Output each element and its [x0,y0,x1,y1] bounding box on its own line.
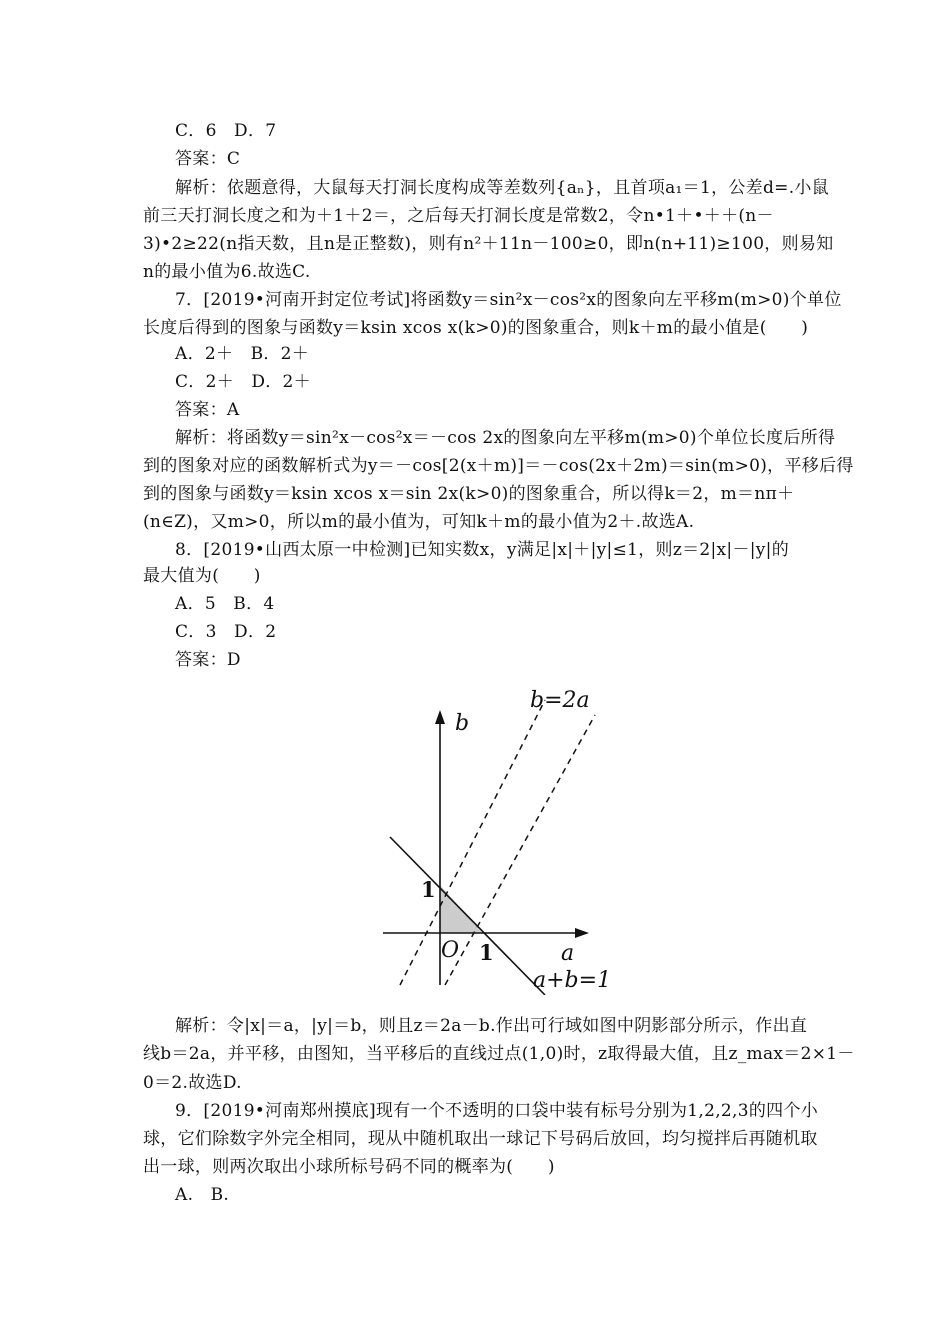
text-line: 7．[2019•河南开封定位考试]将函数y＝sin²x－cos²x的图象向左平移m(m>0)个单位 [175,290,842,310]
text-line: 答案：A [175,400,240,420]
text-line: A．2＋ B．2＋ [175,344,310,364]
line-a-plus-b-1 [390,837,545,995]
label-b: b [455,711,470,736]
text-line: 解析：令|x|＝a，|y|＝b，则且z＝2a－b.作出可行域如图中阴影部分所示，作出直 [175,1016,808,1036]
label-a: a [561,941,575,966]
b-axis-arrow [435,710,445,724]
text-line: 9．[2019•河南郑州摸底]现有一个不透明的口袋中装有标号分别为1,2,2,3的四个小 [175,1101,819,1121]
text-line: 答案：D [175,650,241,670]
dashed-line-b-2a [400,700,545,985]
label-origin: O [441,938,460,963]
text-line: C．6 D．7 [175,121,277,141]
text-line: 线b＝2a，并平移，由图知，当平移后的直线过点(1,0)时，z取得最大值，且z_max＝2×1－ [143,1044,855,1064]
text-line: 解析：依题意得，大鼠每天打洞长度构成等差数列{aₙ}，且首项a₁＝1，公差d=.小鼠 [175,178,830,198]
text-line: 0＝2.故选D. [143,1073,242,1093]
a-axis-arrow [575,928,589,938]
text-line: 8．[2019•山西太原一中检测]已知实数x，y满足|x|＋|y|≤1，则z＝2|x|－|y|的 [175,540,789,560]
text-line: A．5 B．4 [175,594,275,614]
text-line: 最大值为( ) [143,566,261,586]
text-line: 球，它们除数字外完全相同，现从中随机取出一球记下号码后放回，均匀搅拌后再随机取 [143,1129,818,1149]
text-line: C．3 D．2 [175,622,277,642]
text-line: (n∈Z)，又m>0，所以m的最小值为，可知k＋m的最小值为2＋.故选A. [143,512,695,532]
label-one-on-b-axis: 1 [421,877,436,902]
text-line: 到的图象与函数y＝ksin xcos x＝sin 2x(k>0)的图象重合，所以得k＝2，m＝nπ＋ [143,484,795,504]
text-line: 长度后得到的图象与函数y＝ksin xcos x(k>0)的图象重合，则k＋m的最小值是( ) [143,318,809,338]
text-line: n的最小值为6.故选C. [143,262,311,282]
text-line: C．2＋ D．2＋ [175,372,311,392]
figure-svg [375,685,615,995]
label-one-on-a-axis: 1 [479,940,494,965]
text-line: 3)•2≥22(n指天数，且n是正整数)，则有n²＋11n－100≥0，即n(n+11)≥100，则易知 [143,234,834,254]
text-line: 前三天打洞长度之和为＋1＋2＝，之后每天打洞长度是常数2，令n•1＋•＋＋(n－ [143,206,774,226]
text-line: A. B. [175,1185,230,1205]
text-line: 到的图象对应的函数解析式为y＝－cos[2(x＋m)]＝－cos(2x＋2m)＝sin(m>0)，平移后得 [143,456,854,476]
text-line: 答案：C [175,149,241,169]
label-a-plus-b-equals-1: a+b=1 [533,968,612,993]
label-b-equals-2a: b=2a [530,688,590,713]
text-line: 出一球，则两次取出小球所标号码不同的概率为( ) [143,1157,555,1177]
text-line: 解析：将函数y＝sin²x－cos²x＝－cos 2x的图象向左平移m(m>0)个单位长度后所得 [175,428,836,448]
feasible-region-figure [375,685,615,995]
